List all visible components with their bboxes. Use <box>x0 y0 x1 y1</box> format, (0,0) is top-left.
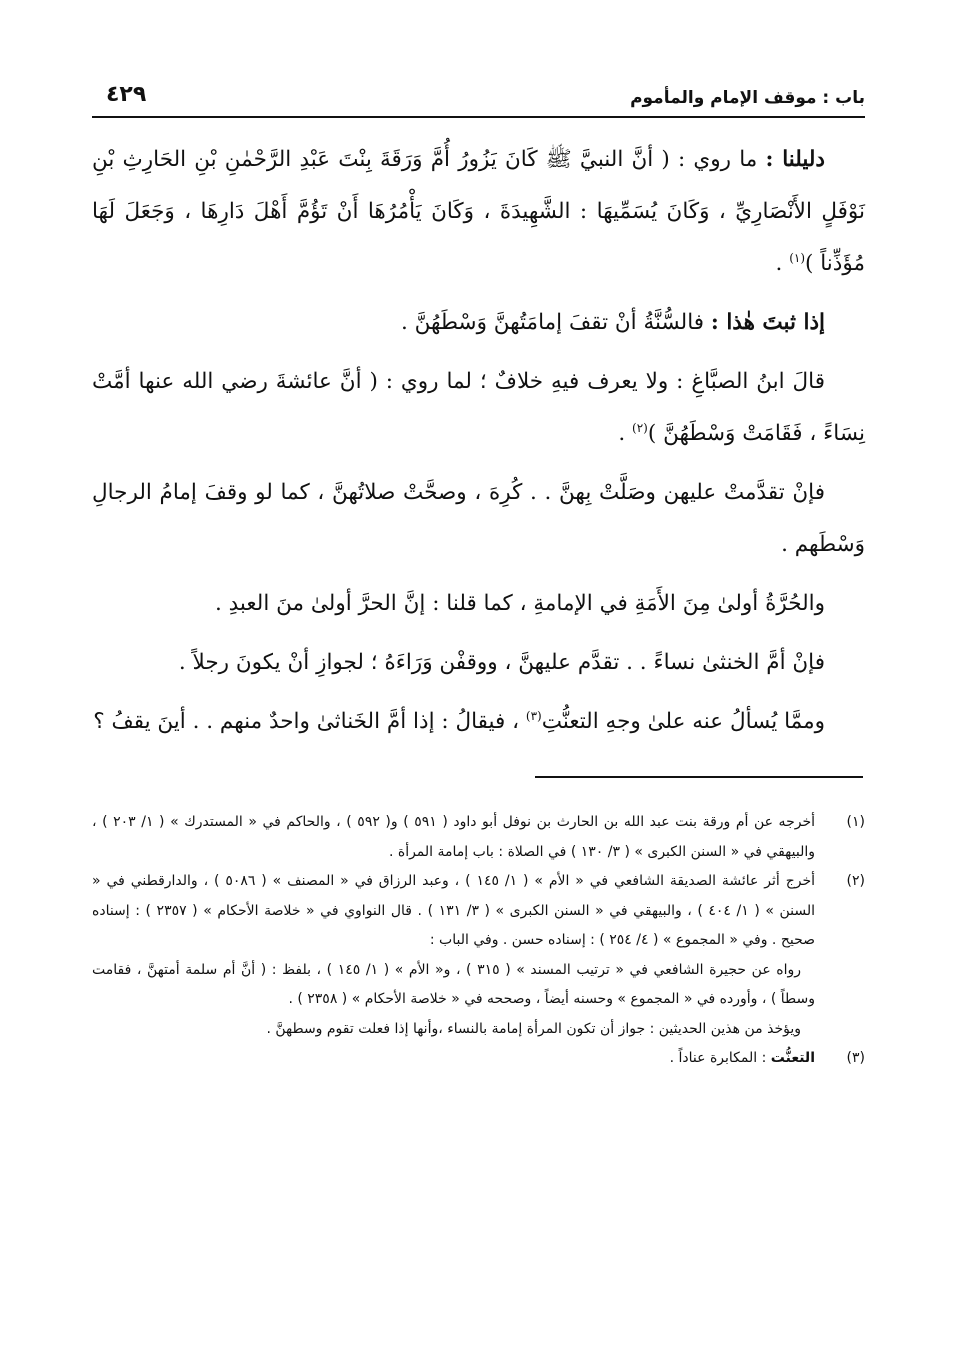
paragraph-text: فالسُّنَّةُ أنْ تقفَ إمامَتُهنَّ وَسْطَهُنَّ . <box>400 310 705 335</box>
footnote-text: أخرج أثر عائشة الصديقة الشافعي في « الأم » ( ١/ ١٤٥ ) ، وعبد الرزاق في « المصنف » ( ٥٠٨٦ ) ، والدارقطني في « السنن » ( ١/ ٤٠٤ ) ، والبيهقي في « السنن الكبرى » ( ٣/ ١٣١ ) . قال النواوي في « خلاصة الأحكام » ( ٢٣٥٧ ) : إسناده صحيح . وفي « المجموع » ( ٤/ ٢٥٤ ) : إسناده حسن . وفي الباب : <box>92 873 816 948</box>
footnote-ref-1[interactable]: (١) <box>789 250 806 265</box>
paragraph-evidence <box>92 134 865 290</box>
footnote-text <box>92 1044 815 1074</box>
paragraph-text: فإنْ تقدَّمتْ عليهن وصَلَّتْ بِهنَّ . . كُرِهَ ، وصحَّتْ صلاتُهنَّ ، كما لو وقفَ إمامُ الرجالِ وَسْطَهم . <box>92 480 865 557</box>
paragraph-text: فإنْ أمَّ الخنثىٰ نساءً . . تقدَّم عليهنَّ ، ووقفْن وَرَاءَهُ ؛ لجوازِ أنْ يكونَ رجلاً . <box>178 650 825 675</box>
paragraph-text: وممَّا يُسألُ عنه علىٰ وجهِ التعنُّتِ <box>541 709 825 734</box>
paragraph-text: والحُرَّةُ أولىٰ مِنَ الأَمَةِ في الإمامةِ ، كما قلنا : إنَّ الحرَّ أولىٰ منَ العبدِ . <box>214 591 825 616</box>
footnote-number: (١) <box>846 814 865 830</box>
footnote-item <box>92 867 865 1044</box>
paragraph-text: ما روي : ( أنَّ النبيَّ ﷺ كَانَ يَزُورُ أُمَّ وَرَقَةَ بِنْتَ عَبْدِ الرَّحْمٰنِ بْنِ الحَارِثِ بْنِ نَوْفَلٍ الأَنْصَارِيِّ ، وَكَانَ يُسَمِّيهَا : الشَّهِيدَةَ ، وَكَانَ يَأْمُرُهَا أَنْ تَؤُمَّ أَهْلَ دَارِهَا ، وَجَعَلَ لَهَا مُؤَذِّناً ) <box>92 147 865 276</box>
paragraph-question <box>92 696 865 748</box>
page-header <box>92 78 865 118</box>
footnote-divider <box>535 776 863 778</box>
paragraph-text: ، فيقالُ : إذا أمَّ الخَناثىٰ واحدٌ منهم . . أينَ يقفُ ؟ <box>93 709 526 734</box>
paragraph-lead: إذا ثبتَ هٰذا : <box>710 310 825 335</box>
paragraph-text: قالَ ابنُ الصبَّاغِ : ولا يعرف فيهِ خلافٌ ؛ لما روي : ( أنَّ عائشةَ رضي الله عنها أمَّتْ نِسَاءً ، فَقَامَتْ وَسْطَهُنَّ ) <box>92 369 865 446</box>
footnote-definition: : المكابرة عناداً . <box>669 1050 771 1066</box>
footnote-number: (٣) <box>846 1050 865 1066</box>
footnote-text: رواه عن حجيرة الشافعي في « ترتيب المسند » ( ٣١٥ ) ، و« الأم » ( ١/ ١٤٥ ) ، بلفظ : ( أنَّ أم سلمة أمتهنَّ ، فقامت وسطاً ) ، وأورده في « المجموع » وحسنه أيضاً ، وصححه في « خلاصة الأحكام » ( ٢٣٥٨ ) . <box>92 961 815 1007</box>
paragraph-end: . <box>618 421 633 446</box>
chapter-title: باب : موقف الإمام والمأموم <box>630 88 865 108</box>
paragraph-khuntha <box>92 637 865 689</box>
footnote-ref-2[interactable]: (٢) <box>632 420 648 435</box>
footnote-text: أخرجه عن أم ورقة بنت عبد الله بن الحارث بن نوفل أبو داود ( ٥٩١ ) و( ٥٩٢ ) ، والحاكم في « المستدرك » ( ١/ ٢٠٣ ) ، والبيهقي في « السنن الكبرى » ( ٣/ ١٣٠ ) في الصلاة : باب إمامة المرأة . <box>92 814 815 860</box>
paragraph-end: . <box>775 251 790 276</box>
footnote-number: (٢) <box>846 873 865 889</box>
header-divider <box>92 116 865 118</box>
footnote-text: ويؤخذ من هذين الحديثين : جواز أن تكون المرأة إمامة بالنساء ،وأنها إذا فعلت تقوم وسطهنَّ . <box>266 1020 801 1037</box>
paragraph-lead: دليلنا : <box>765 147 825 172</box>
paragraph-ruling <box>92 297 865 349</box>
paragraph-ibn-sabbagh <box>92 356 865 460</box>
footnote-item <box>92 808 865 867</box>
paragraph-standing-front <box>92 467 865 571</box>
main-text <box>92 134 865 748</box>
footnotes <box>92 808 865 1074</box>
footnote-ref-3[interactable]: (٣) <box>525 708 542 723</box>
paragraph-free-woman <box>92 578 865 630</box>
page-number: ٤٢٩ <box>106 82 147 107</box>
footnote-term: التعنُّت <box>770 1050 815 1066</box>
footnote-item <box>92 1044 865 1074</box>
